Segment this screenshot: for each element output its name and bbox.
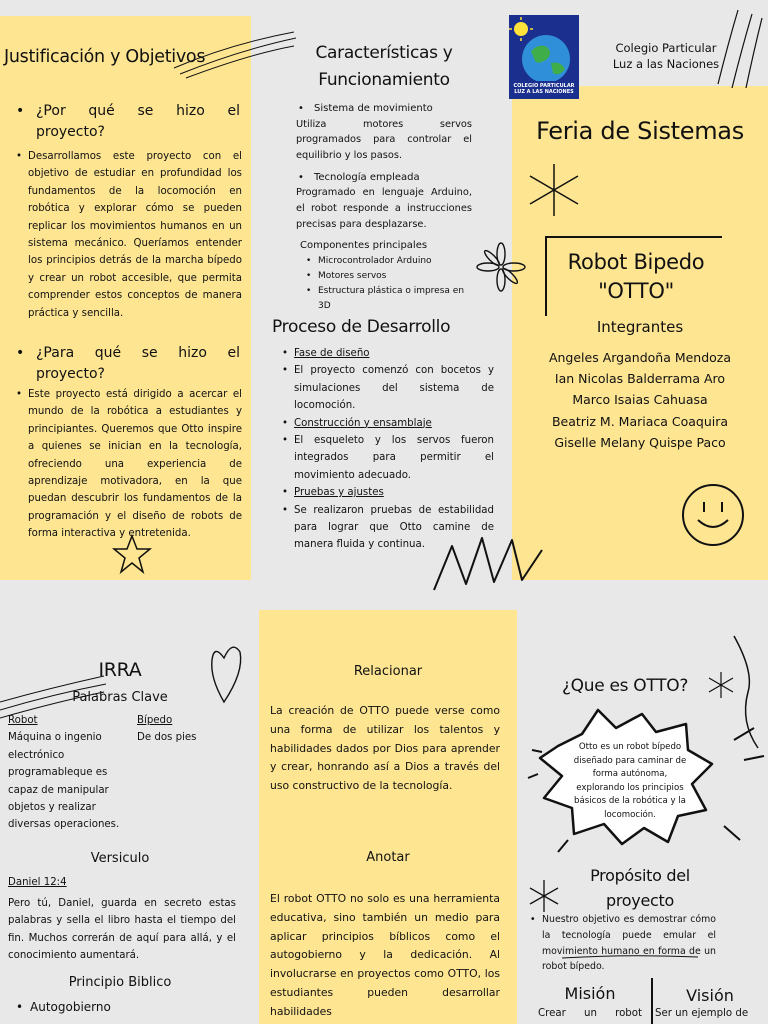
verse-title: Versiculo	[90, 851, 150, 866]
mision-title: Misión	[564, 984, 616, 1003]
event-title: Feria de Sistemas	[536, 117, 744, 145]
step-3-text: • Se realizaron pruebas de estabilidad para lograr que Otto camine de manera fluida y continua.	[280, 502, 494, 554]
logo-text: COLEGIO PARTICULAR LUZ A LAS NACIONES	[513, 83, 575, 95]
burst-marks	[528, 690, 768, 860]
heart-doodle-icon	[206, 638, 246, 708]
flower-doodle-icon	[476, 242, 526, 292]
justificacion-p1	[14, 148, 242, 322]
verse-ref: Daniel 12:4	[8, 877, 67, 888]
keyword-2	[137, 712, 237, 747]
proposito-title-line1: Propósito del	[590, 866, 690, 885]
keyword-1-def: Máquina o ingenio electrónico programableque es capaz de manipular objetos y realizar diversas operaciones.	[8, 732, 120, 831]
member-item: Beatriz M. Mariaca Coaquira	[551, 413, 729, 429]
otto-description: Otto es un robot bípedo diseñado para caminar de forma autónoma, explorando los principios básicos de la robótica y la locomoción.	[573, 742, 687, 820]
star-doodle-3-icon	[526, 878, 562, 914]
school-name-line2: Luz a las Naciones	[612, 57, 720, 71]
step-1-text: • El proyecto comenzó con bocetos y simulaciones del sistema de locomoción.	[280, 362, 494, 414]
relacionar-title: Relacionar	[353, 664, 423, 679]
proceso-title: Proceso de Desarrollo	[272, 317, 451, 337]
p2-text: • Este proyecto está dirigido a acercar el mundo de la robótica a estudiantes y principiantes. Queremos que Otto inspire a quienes se inician en la tecnología, ofreciendo una experiencia de aprendizaje motivadora, en la que puedan descubrir los fundamentos de la programación y el diseño de robots de forma interactiva y entretenida.	[14, 386, 242, 543]
step-3: • Pruebas y ajustes	[280, 484, 494, 501]
principle-title: Principio Biblico	[68, 975, 172, 990]
members-list	[520, 347, 760, 453]
keyword-2-term: Bípedo	[137, 715, 173, 726]
mision-text: Crear un robot	[538, 1008, 642, 1019]
member-item: Angeles Argandoña Mendoza	[548, 350, 732, 365]
component-item: • Estructura plástica o impresa en 3D	[304, 284, 472, 314]
justificacion-q2	[14, 343, 240, 385]
principle-item: • Autogobierno	[14, 1000, 214, 1014]
caracteristicas-title-line1: Características y	[315, 43, 453, 63]
member-item: Giselle Melany Quispe Paco	[554, 434, 726, 450]
caracteristicas-title-line2: Funcionamiento	[318, 70, 450, 90]
mision-vision-divider	[651, 978, 653, 1024]
caracteristicas-body	[296, 101, 472, 314]
component-item: • Motores servos	[304, 269, 472, 284]
school-name-line1: Colegio Particular	[615, 41, 717, 55]
q1-text: • ¿Por qué se hizo el proyecto?	[14, 101, 240, 143]
char-t1: Utiliza motores servos programados para controlar el equilibrio y los pasos.	[296, 118, 472, 161]
anotar-text: El robot OTTO no solo es una herramienta educativa, sino también un medio para aplicar principios bíblicos como el autogobierno y la dedicación. Al involucrarse en proyectos como OTTO, los estudiantes pueden desarrollar habilidades	[270, 892, 500, 1018]
keyword-1	[8, 712, 123, 834]
keyword-2-def: De dos pies	[137, 732, 197, 744]
keyword-1-term: Robot	[8, 715, 38, 726]
components-list	[296, 254, 472, 314]
members-title: Integrantes	[596, 318, 684, 336]
vision-title: Visión	[686, 986, 734, 1005]
que-es-otto-title: ¿Que es OTTO?	[561, 676, 689, 696]
small-star-doodle-icon	[112, 534, 152, 574]
proposito-title-line2: proyecto	[606, 891, 674, 910]
step-2: • Construcción y ensamblaje	[280, 415, 494, 432]
keywords-title: Palabras Clave	[72, 690, 168, 705]
principle-list	[14, 1000, 214, 1014]
scribble-lines-top	[170, 24, 300, 84]
vision-text: Ser un ejemplo de	[655, 1008, 749, 1019]
zigzag-doodle	[430, 526, 550, 596]
justificacion-q1	[14, 101, 240, 143]
star-doodle-icon	[524, 160, 584, 220]
proposito-title	[540, 863, 740, 913]
proposito-body	[528, 912, 716, 975]
char-b1: • Sistema de movimiento	[296, 101, 472, 117]
scribble-lines-corner	[712, 4, 768, 94]
robot-title-line1: Robot Bipedo	[567, 250, 705, 274]
relacionar-text: La creación de OTTO puede verse como una forma de utilizar los talentos y habilidades dados por Dios para aprender y crear, honrando así a Dios a través del uso constructivo de la tecnología.	[270, 704, 500, 793]
member-item: Ian Nicolas Balderrama Aro	[554, 371, 726, 387]
step-1: • Fase de diseño	[280, 345, 494, 362]
verse-text: Pero tú, Daniel, guarda en secreto estas palabras y sella el libro hasta el tiempo del fin. Muchos correrán de aquí para allá, y el conocimiento aumentará.	[8, 898, 236, 962]
smiley-doodle-icon	[678, 480, 748, 550]
justificacion-p2	[14, 386, 242, 543]
member-item: Marco Isaias Cahuasa	[572, 392, 708, 408]
cross-line-doodle	[560, 952, 700, 962]
irra-title: IRRA	[98, 659, 142, 681]
justificacion-title: Justificación y Objetivos	[4, 47, 206, 67]
anotar-title: Anotar	[366, 850, 410, 865]
component-item: • Microcontrolador Arduino	[304, 254, 472, 269]
p1-text: • Desarrollamos este proyecto con el objetivo de estudiar en profundidad los fundamentos de la locomoción en robótica y explorar cómo se pueden replicar los movimientos humanos en un sistema mecánico. Queríamos entender los principios detrás de la marcha bípedo y crear un robot accesible, que permita comprender estos conceptos de manera práctica y sencilla.	[14, 148, 242, 322]
school-logo	[509, 15, 579, 99]
robot-title	[540, 248, 732, 306]
char-t2: Programado en lenguaje Arduino, el robot responde a instrucciones precisas para desplazarse.	[296, 187, 472, 230]
step-2-text: • El esqueleto y los servos fueron integrados para permitir el movimiento adecuado.	[280, 432, 494, 484]
robot-title-line2: "OTTO"	[598, 279, 674, 303]
scribble-lines-left	[0, 672, 110, 722]
components-title: Componentes principales	[300, 240, 428, 252]
q2-text: • ¿Para qué se hizo el proyecto?	[14, 343, 240, 385]
char-b2: • Tecnología empleada	[296, 170, 472, 186]
proposito-text: • Nuestro objetivo es demostrar cómo la tecnología puede emular el movimiento humano en forma de un robot bípedo.	[528, 912, 716, 975]
proceso-body	[280, 345, 494, 554]
